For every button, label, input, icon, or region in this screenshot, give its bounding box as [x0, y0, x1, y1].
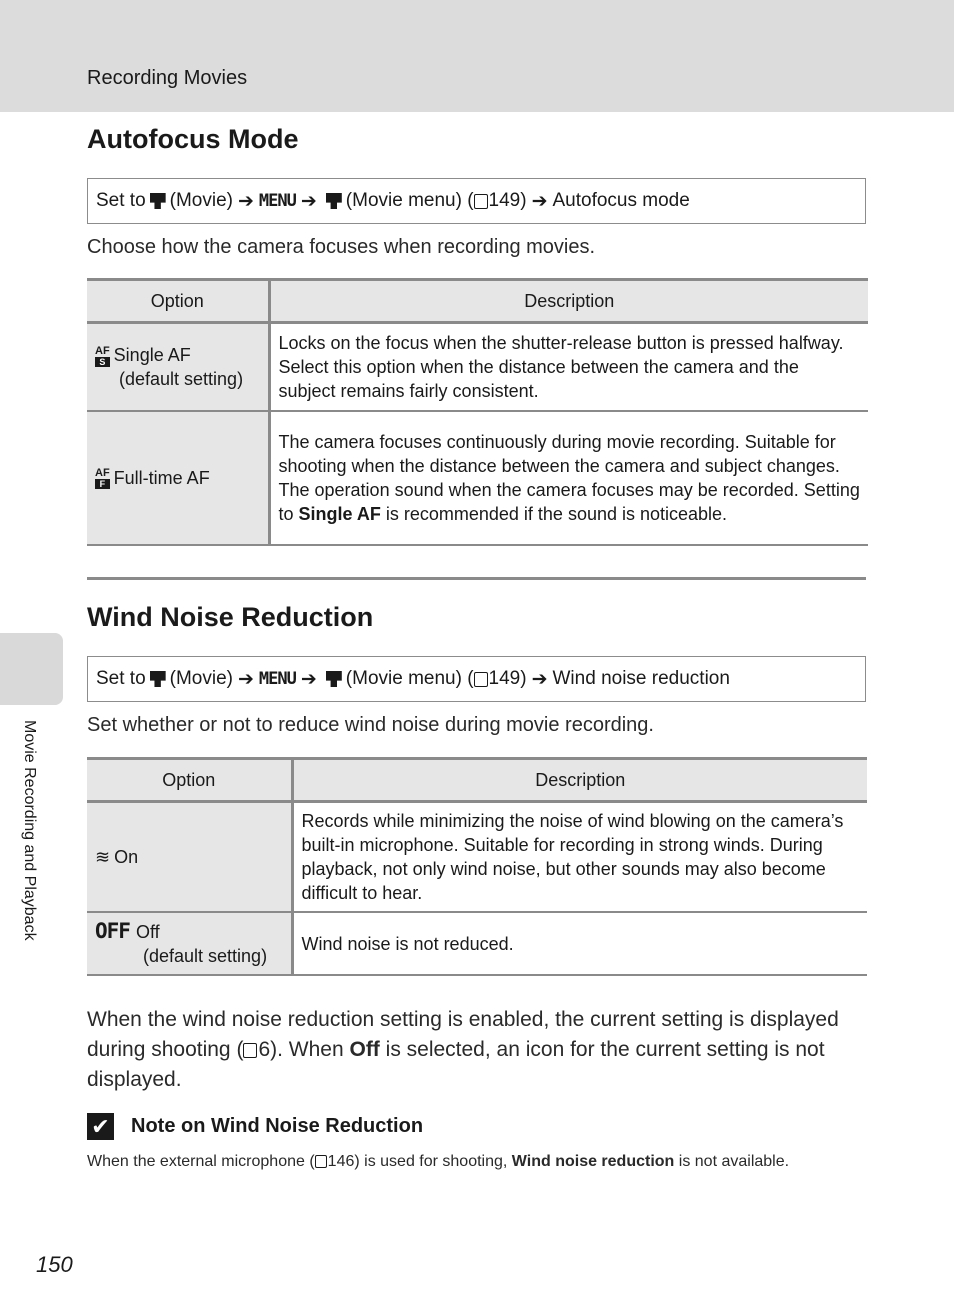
wind-noise-icon: ≋ [95, 847, 111, 867]
page-reference-icon [243, 1043, 257, 1058]
menu-button-icon: MENU [258, 669, 296, 689]
arrow-right-icon: ➔ [300, 668, 317, 690]
note-text [87, 1153, 789, 1171]
arrow-right-icon: ➔ [238, 190, 254, 212]
para-page-ref: 6 [258, 1038, 271, 1061]
option-label: On [114, 847, 139, 867]
menu-button-icon: MENU [258, 191, 296, 211]
description-text: The camera focuses continuously during movie recording. Suitable for shooting when the distance between the camera and subject changes. The operation sound when the camera focuses may be recorded. Setting to [278, 431, 860, 524]
icon-text: AF [95, 467, 110, 480]
wind-title: Wind Noise Reduction [87, 602, 374, 632]
arrow-right-icon: ➔ [531, 668, 548, 690]
full-time-af-icon [95, 468, 110, 489]
para-text: ). When [270, 1038, 350, 1061]
note-fragment: When the external microphone ( [87, 1153, 315, 1170]
para-text: is selected, an icon for the current setting is not displayed. [87, 1038, 825, 1091]
path-target: Autofocus mode [552, 190, 690, 211]
wind-menu-path [87, 656, 866, 702]
section-divider [87, 577, 866, 580]
arrow-right-icon: ➔ [238, 668, 254, 690]
description-cell [269, 411, 868, 545]
autofocus-options-table [87, 278, 868, 546]
single-af-icon [95, 346, 110, 367]
off-icon: OFF [95, 919, 130, 943]
table-header-row [87, 759, 867, 802]
note-fragment: is not available. [674, 1153, 790, 1170]
header-band [0, 0, 954, 112]
note-heading [87, 1113, 423, 1140]
path-set-to: Set to [96, 190, 146, 211]
path-close: ) [520, 668, 527, 689]
autofocus-menu-path [87, 178, 866, 224]
option-label: Full-time AF [113, 467, 210, 488]
chapter-tab [0, 633, 63, 705]
arrow-right-icon: ➔ [300, 190, 317, 212]
icon-text: AF [95, 344, 110, 357]
option-label: Single AF [113, 344, 191, 365]
path-page-ref: 149 [488, 668, 521, 689]
wind-intro: Set whether or not to reduce wind noise during movie recording. [87, 714, 654, 736]
table-row [87, 323, 868, 411]
column-header-description: Description [269, 280, 868, 323]
para-bold: Off [349, 1038, 380, 1061]
note-fragment: ) is used for shooting, [354, 1153, 512, 1170]
note-page-ref: 146 [327, 1153, 355, 1170]
path-movie-menu: (Movie menu) ( [345, 668, 474, 689]
table-row [87, 411, 868, 545]
description-text: is recommended if the sound is noticeable. [380, 503, 728, 524]
page-reference-icon [474, 672, 488, 687]
note-bold: Wind noise reduction [511, 1153, 675, 1170]
option-cell [87, 912, 292, 975]
path-movie: (Movie) [169, 190, 233, 211]
autofocus-title: Autofocus Mode [87, 124, 299, 154]
autofocus-intro: Choose how the camera focuses when recording movies. [87, 236, 596, 258]
chapter-label: Movie Recording and Playback [21, 720, 38, 941]
option-label: Off [135, 922, 160, 942]
description-cell: Wind noise is not reduced. [292, 912, 867, 975]
table-row [87, 802, 867, 913]
wind-explanation [87, 1005, 877, 1095]
icon-box-text: F [95, 479, 110, 489]
table-header-row [87, 280, 868, 323]
path-movie: (Movie) [169, 668, 233, 689]
movie-icon [150, 193, 166, 209]
column-header-option: Option [87, 280, 269, 323]
description-cell: Records while minimizing the noise of wind blowing on the camera’s built-in microphone. Suitable for recording in strong winds. During playback, not only wind noise, but other sounds may also become difficult to hear. [292, 802, 867, 913]
note-title: Note on Wind Noise Reduction [131, 1115, 424, 1137]
option-cell [87, 323, 269, 411]
page-reference-icon [315, 1155, 327, 1168]
option-sublabel: (default setting) [143, 946, 268, 966]
movie-icon [326, 193, 342, 209]
description-cell: Locks on the focus when the shutter-release button is pressed halfway. Select this option when the distance between the camera and the subject remains fairly consistent. [269, 323, 868, 411]
page-reference-icon [474, 194, 488, 209]
page-number: 150 [36, 1252, 73, 1277]
option-cell [87, 802, 292, 913]
option-sublabel: (default setting) [119, 368, 244, 389]
path-page-ref: 149 [488, 190, 521, 211]
column-header-description: Description [292, 759, 867, 802]
movie-icon [326, 671, 342, 687]
description-bold: Single AF [298, 503, 381, 524]
wind-options-table [87, 757, 867, 976]
movie-icon [150, 671, 166, 687]
path-close: ) [520, 190, 527, 211]
path-target: Wind noise reduction [552, 668, 730, 689]
arrow-right-icon: ➔ [531, 190, 548, 212]
option-cell [87, 411, 269, 545]
path-movie-menu: (Movie menu) ( [345, 190, 474, 211]
para-text: When the wind noise reduction setting is enabled, the current setting is displayed during shooting ( [87, 1008, 839, 1061]
column-header-option: Option [87, 759, 292, 802]
icon-box-text: S [95, 357, 110, 367]
table-row [87, 912, 867, 975]
path-set-to: Set to [96, 668, 146, 689]
checkmark-icon: ✔ [87, 1113, 114, 1140]
running-header: Recording Movies [87, 67, 248, 89]
